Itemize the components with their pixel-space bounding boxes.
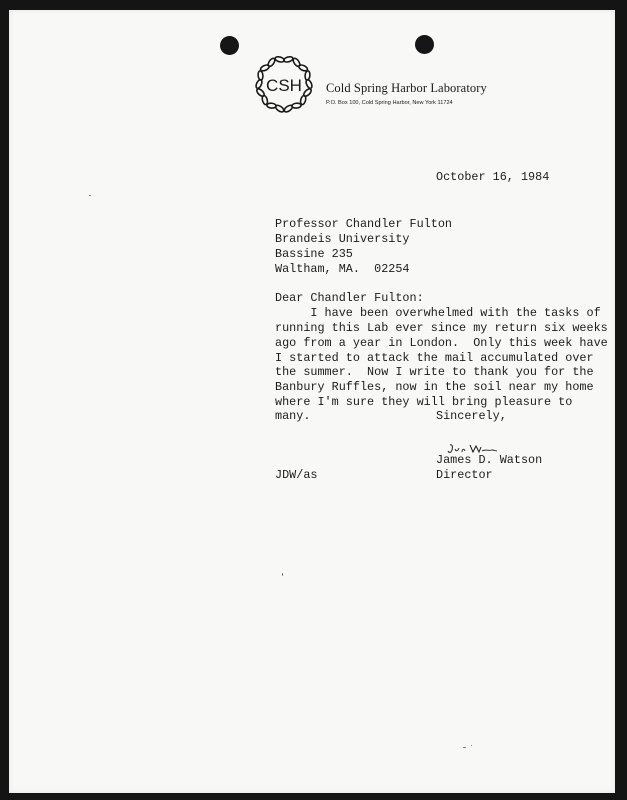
salutation: Dear Chandler Fulton: <box>275 291 424 305</box>
logo-chain-link <box>283 56 293 63</box>
closing: Sincerely, <box>436 409 507 423</box>
organization-address: P.O. Box 100, Cold Spring Harbor, New York 11724 <box>326 100 453 106</box>
body-line: many. <box>275 409 311 423</box>
typist-initials: JDW/as <box>275 468 318 482</box>
paper-speck <box>471 745 472 746</box>
recipient-line: Bassine 235 <box>275 247 353 261</box>
punch-hole-left <box>220 36 239 55</box>
logo-chain-link <box>267 103 277 109</box>
letter-date: October 16, 1984 <box>436 170 550 184</box>
organization-name: Cold Spring Harbor Laboratory <box>326 81 487 95</box>
logo-chain-link <box>258 71 264 81</box>
logo-chain-link <box>305 71 311 81</box>
paper-speck <box>282 573 283 576</box>
logo-chain-link <box>283 104 293 113</box>
csh-logo <box>253 54 315 114</box>
letter-page <box>9 10 615 793</box>
body-line: running this Lab ever since my return six weeks <box>275 321 608 335</box>
body-line: Banbury Ruffles, now in the soil near my home <box>275 380 594 394</box>
punch-hole-right <box>415 35 434 54</box>
body-line: ago from a year in London. Only this week have <box>275 336 608 350</box>
paper-speck <box>89 195 91 196</box>
paper-speck <box>463 747 466 748</box>
body-line: the summer. Now I write to thank you for the <box>275 365 594 379</box>
recipient-line: Brandeis University <box>275 232 410 246</box>
logo-chain-link <box>256 88 266 98</box>
body-line: I have been overwhelmed with the tasks of <box>275 306 601 320</box>
body-line: where I'm sure they will bring pleasure to <box>275 395 573 409</box>
body-line: I started to attack the mail accumulated over <box>275 351 594 365</box>
signature-title: Director <box>436 468 493 482</box>
recipient-line: Waltham, MA. 02254 <box>275 262 410 276</box>
recipient-line: Professor Chandler Fulton <box>275 217 452 231</box>
logo-monogram: CSH <box>266 76 302 95</box>
signature-name: James D. Watson <box>436 453 543 467</box>
